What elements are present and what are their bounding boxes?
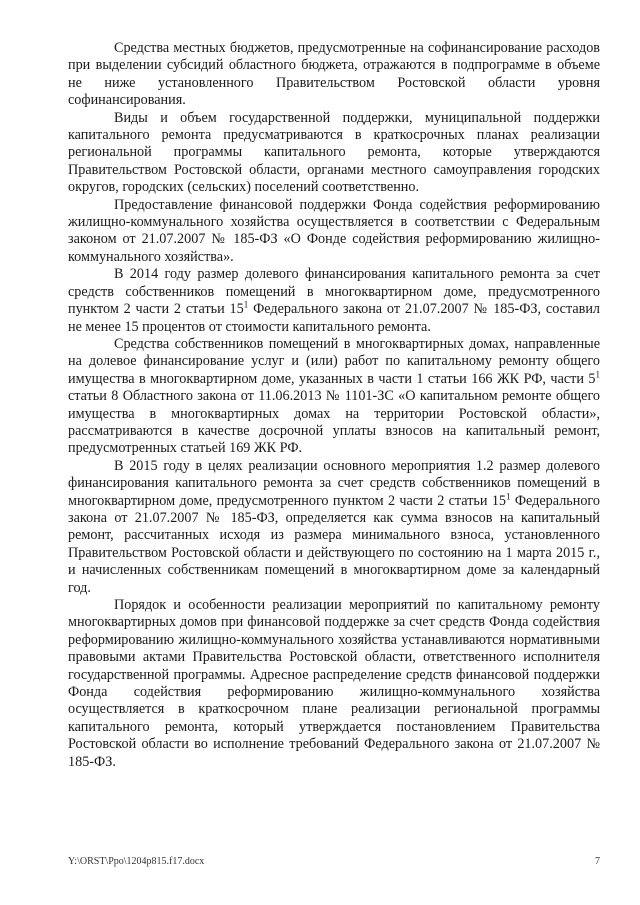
paragraph-3 <box>68 197 600 267</box>
paragraph-text: статьи 8 Областного закона от 11.06.2013 № 1101-ЗС «О капитальном ремонте общего имущества в многоквартирных домах на территории Ростовской области», рассматриваются в качестве досрочной уплаты взносов на капитальный ремонт, предусмотренных статьей 169 ЖК РФ. <box>68 388 600 457</box>
paragraph-text: Средства местных бюджетов, предусмотренные на софинансирование расходов при выделении субсидий областного бюджета, отражаются в подпрограмме в объеме не ниже установленного Правительством Ростовской области уровня софинансирования. <box>68 40 600 109</box>
paragraph-text: Порядок и особенности реализации мероприятий по капитальному ремонту многоквартирных домов при финансовой поддержке за счет средств Фонда содействия реформированию жилищно-коммунального хозяйства устанавливаются нормативными правовыми актами Правительства Ростовской области, ответственного исполнителя государственной программы. Адресное распределение средств финансовой поддержки Фонда содействия реформированию жилищно-коммунального хозяйства осуществляется в краткосрочном плане реализации региональной программы капитального ремонта, который утверждается постановлением Правительства Ростовской области во исполнение требований Федерального закона от 21.07.2007 № 185-ФЗ. <box>68 597 600 770</box>
paragraph-text: Средства собственников помещений в многоквартирных домах, направленные на долевое финансирование услуг и (или) работ по капитальному ремонту общего имущества в многоквартирном доме, указанных в части 1 статьи 166 ЖК РФ, части 5 <box>68 335 600 387</box>
footer-file-path: Y:\ORST\Ppo\1204p815.f17.docx <box>68 856 205 867</box>
paragraph-7 <box>68 597 600 771</box>
superscript-mark: 1 <box>506 490 511 501</box>
footer-page-number: 7 <box>595 856 600 867</box>
paragraph-text: Федерального закона от 21.07.2007 № 185-ФЗ, составил не менее 15 процентов от стоимости капитального ремонта. <box>68 301 600 335</box>
paragraph-6 <box>68 458 600 597</box>
superscript-mark: 1 <box>595 368 600 379</box>
paragraph-2 <box>68 110 600 197</box>
superscript-mark: 1 <box>243 299 249 310</box>
document-body <box>68 40 600 771</box>
paragraph-text: В 2015 году в целях реализации основного мероприятия 1.2 размер долевого финансирования капитального ремонта за счет средств собственников помещений в многоквартирном доме, предусмотренного пунктом 2 части 2 статьи 15 <box>68 457 600 509</box>
paragraph-text: Предоставление финансовой поддержки Фонда содействия реформированию жилищно-коммунального хозяйства осуществляется в соответствии с Федеральным законом от 21.07.2007 № 185-ФЗ «О Фонде содействия реформированию жилищно-коммунального хозяйства». <box>68 196 600 265</box>
paragraph-1 <box>68 40 600 110</box>
paragraph-5 <box>68 336 600 458</box>
paragraph-text: В 2014 году размер долевого финансирования капитального ремонта за счет средств собственников помещений в многоквартирном доме, предусмотренного пунктом 2 части 2 статьи 15 <box>68 266 600 318</box>
paragraph-text: Федерального закона от 21.07.2007 № 185-ФЗ, определяется как сумма взносов на капитальный ремонт, рассчитанных исходя из размера минимального взноса, установленного Правительством Ростовской области и действующего по состоянию на 1 марта 2015 г., и начисленных собственникам помещений в многоквартирном доме за календарный год. <box>68 492 600 596</box>
paragraph-text: Виды и объем государственной поддержки, муниципальной поддержки капитального ремонта предусматриваются в краткосрочных планах реализации региональной программы капитального ремонта, которые утверждаются Правительством Ростовской области, органами местного самоуправления городских округов, городских (сельских) поселений соответственно. <box>68 109 600 196</box>
paragraph-4 <box>68 266 600 336</box>
